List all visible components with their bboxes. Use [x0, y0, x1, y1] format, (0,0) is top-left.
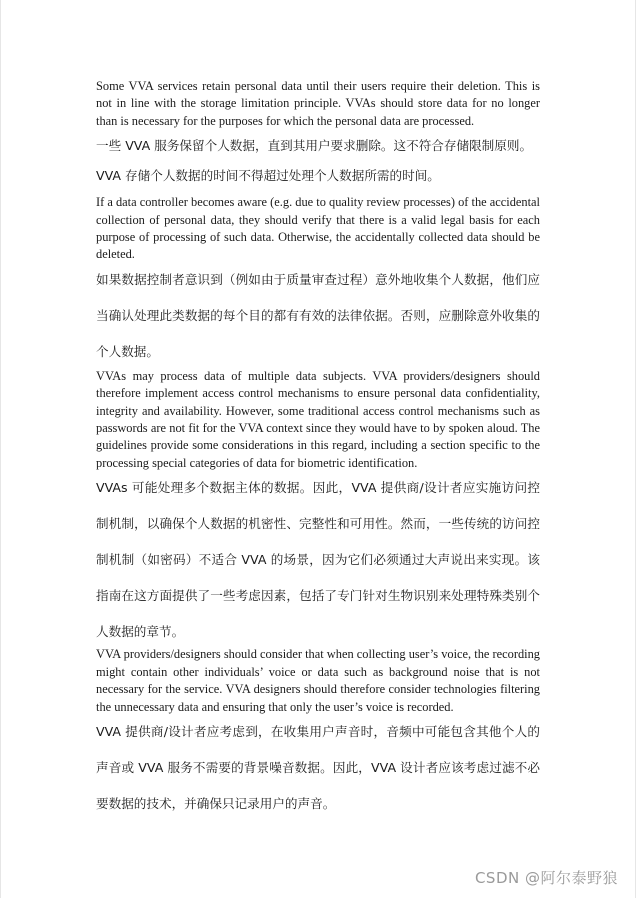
paragraph-en-access-control: VVAs may process data of multiple data subjects. VVA providers/designers should therefore implement access control mechanisms to ensure personal data confidentiality, integrity and availability. However, some traditional access control mechanisms such as passwords are not fit for the VVA context since they would have to by spoken aloud. The guidelines provide some considerations in this regard, including a section specific to the processing special categories of data for biometric identification.	[96, 368, 540, 470]
paragraph-zh-access-control: VVAs 可能处理多个数据主体的数据。因此，VVA 提供商/设计者应实施访问控制机制，以确保个人数据的机密性、完整性和可用性。然而，一些传统的访问控制机制（如密码）不适合 VVA 的场景，因为它们必须通过大声说出来实现。该指南在这方面提供了一些考虑因素，包括了专门针对生物识别来处理特殊类别个人数据的章节。	[96, 480, 540, 640]
csdn-watermark: CSDN @阿尔泰野狼	[474, 869, 618, 887]
paragraph-zh-storage-duration: VVA 存储个人数据的时间不得超过处理个人数据所需的时间。	[96, 168, 440, 184]
paragraph-en-storage-limitation: Some VVA services retain personal data until their users require their deletion. This is not in line with the storage limitation principle. VVAs should store data for no longer than is necessary for the purposes for which the personal data are processed.	[96, 79, 540, 128]
paragraph-zh-voice-filtering: VVA 提供商/设计者应考虑到，在收集用户声音时，音频中可能包含其他个人的声音或 VVA 服务不需要的背景噪音数据。因此，VVA 设计者应该考虑过滤不必要数据的技术，并确保只记录用户的声音。	[96, 723, 540, 811]
paragraph-zh-storage-limitation: 一些 VVA 服务保留个人数据，直到其用户要求删除。这不符合存储限制原则。	[96, 138, 533, 154]
document-body	[96, 78, 540, 822]
paragraph-en-voice-filtering: VVA providers/designers should consider that when collecting user’s voice, the recording might contain other individuals’ voice or data such as background noise that is not necessary for the service. VVA designers should therefore consider technologies filtering the unnecessary data and ensuring that only the user’s voice is recorded.	[96, 647, 540, 714]
paragraph-zh-accidental-collection: 如果数据控制者意识到（例如由于质量审查过程）意外地收集个人数据，他们应当确认处理此类数据的每个目的都有有效的法律依据。否则，应删除意外收集的个人数据。	[96, 271, 540, 359]
paragraph-en-accidental-collection: If a data controller becomes aware (e.g. due to quality review processes) of the accidental collection of personal data, they should verify that there is a valid legal basis for each purpose of processing of such data. Otherwise, the accidentally collected data should be deleted.	[96, 195, 540, 262]
